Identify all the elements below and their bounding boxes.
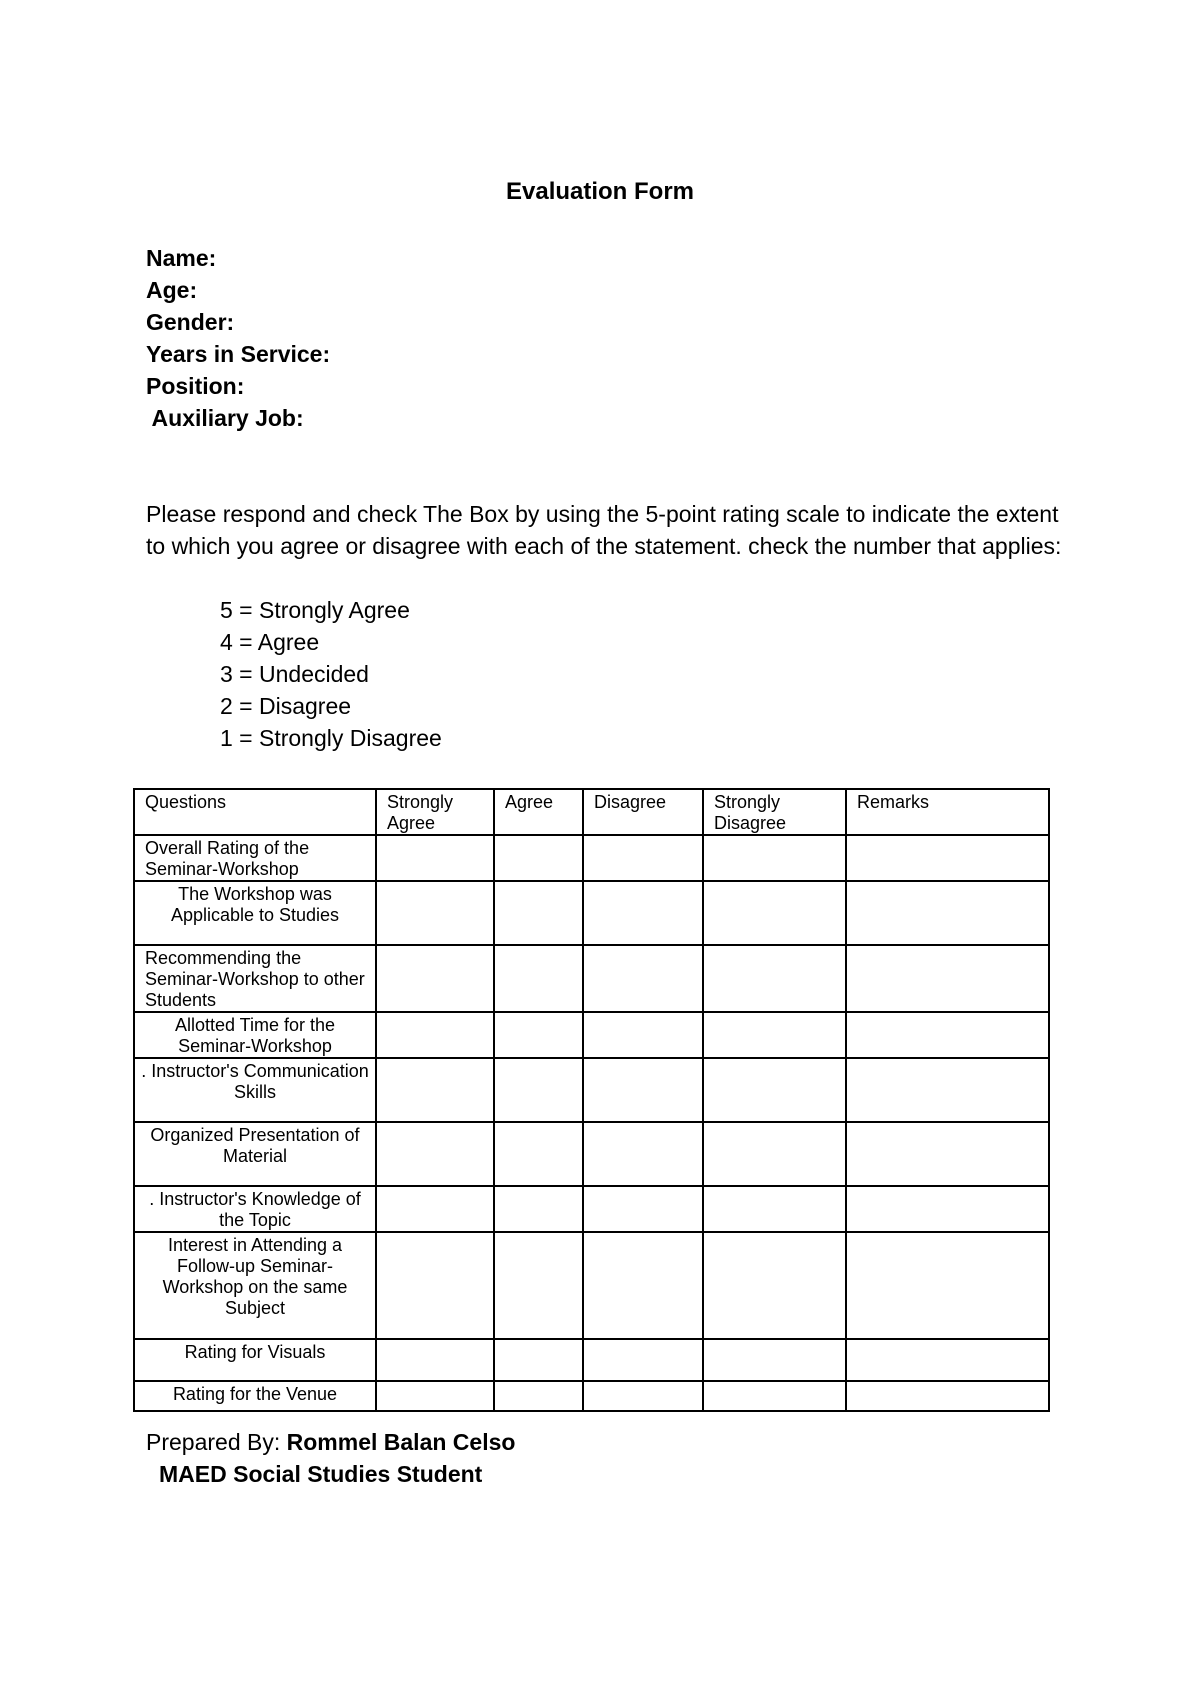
auxiliary-job-field-label: Auxiliary Job: bbox=[146, 405, 304, 431]
info-fields bbox=[146, 242, 330, 434]
question-cell: Rating for Visuals bbox=[134, 1339, 376, 1381]
question-cell: Recommending the Seminar-Workshop to other Students bbox=[134, 945, 376, 1012]
rating-cell[interactable] bbox=[376, 881, 494, 945]
age-field-label: Age: bbox=[146, 277, 198, 303]
rating-cell[interactable] bbox=[376, 945, 494, 1012]
rating-cell[interactable] bbox=[376, 1186, 494, 1232]
rating-cell[interactable] bbox=[376, 1058, 494, 1122]
rating-cell[interactable] bbox=[703, 881, 846, 945]
rating-cell[interactable] bbox=[583, 881, 703, 945]
rating-cell[interactable] bbox=[703, 835, 846, 881]
table-row bbox=[134, 1012, 1049, 1058]
header-questions: Questions bbox=[134, 789, 376, 835]
rating-cell[interactable] bbox=[494, 1232, 583, 1339]
rating-cell[interactable] bbox=[376, 1381, 494, 1411]
instructions-paragraph: Please respond and check The Box by using the 5-point rating scale to indicate the extent to which you agree or disagree with each of the statement. check the number that applies: bbox=[146, 501, 1062, 559]
scale-item: 5 = Strongly Agree bbox=[220, 597, 410, 623]
position-field-label: Position: bbox=[146, 373, 245, 399]
gender-field-label: Gender: bbox=[146, 309, 235, 335]
remarks-cell[interactable] bbox=[846, 881, 1049, 945]
question-cell: Interest in Attending a Follow-up Seminar-Workshop on the same Subject bbox=[134, 1232, 376, 1339]
table-row bbox=[134, 835, 1049, 881]
rating-cell[interactable] bbox=[583, 835, 703, 881]
rating-cell[interactable] bbox=[583, 1232, 703, 1339]
table-row bbox=[134, 1381, 1049, 1411]
remarks-cell[interactable] bbox=[846, 1012, 1049, 1058]
rating-cell[interactable] bbox=[376, 1012, 494, 1058]
question-cell: . Instructor's Communication Skills bbox=[134, 1058, 376, 1122]
header-strongly-agree: Strongly Agree bbox=[376, 789, 494, 835]
remarks-cell[interactable] bbox=[846, 945, 1049, 1012]
question-cell: Organized Presentation of Material bbox=[134, 1122, 376, 1186]
prepared-by-label: Prepared By: bbox=[146, 1429, 287, 1455]
question-cell: . Instructor's Knowledge of the Topic bbox=[134, 1186, 376, 1232]
table-row bbox=[134, 1058, 1049, 1122]
rating-cell[interactable] bbox=[703, 1012, 846, 1058]
rating-cell[interactable] bbox=[494, 1058, 583, 1122]
rating-cell[interactable] bbox=[494, 1012, 583, 1058]
name-field-label: Name: bbox=[146, 245, 217, 271]
rating-cell[interactable] bbox=[376, 1122, 494, 1186]
header-strongly-disagree: Strongly Disagree bbox=[703, 789, 846, 835]
rating-cell[interactable] bbox=[583, 1381, 703, 1411]
header-agree: Agree bbox=[494, 789, 583, 835]
question-cell: Allotted Time for the Seminar-Workshop bbox=[134, 1012, 376, 1058]
scale-item: 1 = Strongly Disagree bbox=[220, 725, 442, 751]
rating-scale-legend bbox=[220, 594, 442, 754]
rating-cell[interactable] bbox=[494, 1122, 583, 1186]
remarks-cell[interactable] bbox=[846, 1186, 1049, 1232]
rating-cell[interactable] bbox=[703, 1122, 846, 1186]
remarks-cell[interactable] bbox=[846, 1339, 1049, 1381]
rating-cell[interactable] bbox=[703, 1381, 846, 1411]
question-cell: Overall Rating of the Seminar-Workshop bbox=[134, 835, 376, 881]
scale-item: 3 = Undecided bbox=[220, 661, 369, 687]
scale-item: 2 = Disagree bbox=[220, 693, 352, 719]
page-title: Evaluation Form bbox=[505, 178, 695, 205]
rating-cell[interactable] bbox=[376, 1339, 494, 1381]
table-row bbox=[134, 881, 1049, 945]
rating-cell[interactable] bbox=[583, 1339, 703, 1381]
remarks-cell[interactable] bbox=[846, 1122, 1049, 1186]
rating-cell[interactable] bbox=[494, 945, 583, 1012]
evaluation-table bbox=[133, 788, 1050, 1412]
rating-cell[interactable] bbox=[494, 1381, 583, 1411]
rating-cell[interactable] bbox=[703, 1058, 846, 1122]
table-row bbox=[134, 1339, 1049, 1381]
rating-cell[interactable] bbox=[703, 1232, 846, 1339]
rating-cell[interactable] bbox=[583, 945, 703, 1012]
rating-cell[interactable] bbox=[494, 1339, 583, 1381]
rating-cell[interactable] bbox=[583, 1012, 703, 1058]
rating-cell[interactable] bbox=[583, 1186, 703, 1232]
rating-cell[interactable] bbox=[583, 1122, 703, 1186]
rating-cell[interactable] bbox=[494, 835, 583, 881]
prepared-by bbox=[146, 1426, 515, 1458]
table-row bbox=[134, 1122, 1049, 1186]
rating-cell[interactable] bbox=[494, 1186, 583, 1232]
table-row bbox=[134, 1186, 1049, 1232]
rating-cell[interactable] bbox=[376, 1232, 494, 1339]
rating-cell[interactable] bbox=[703, 1186, 846, 1232]
remarks-cell[interactable] bbox=[846, 1381, 1049, 1411]
remarks-cell[interactable] bbox=[846, 1232, 1049, 1339]
table-row bbox=[134, 1232, 1049, 1339]
remarks-cell[interactable] bbox=[846, 835, 1049, 881]
rating-cell[interactable] bbox=[494, 881, 583, 945]
rating-cell[interactable] bbox=[583, 1058, 703, 1122]
preparer-role: MAED Social Studies Student bbox=[159, 1461, 483, 1487]
table-row bbox=[134, 945, 1049, 1012]
remarks-cell[interactable] bbox=[846, 1058, 1049, 1122]
question-cell: The Workshop was Applicable to Studies bbox=[134, 881, 376, 945]
question-cell: Rating for the Venue bbox=[134, 1381, 376, 1411]
rating-cell[interactable] bbox=[376, 835, 494, 881]
table-header-row bbox=[134, 789, 1049, 835]
years-in-service-field-label: Years in Service: bbox=[146, 341, 331, 367]
rating-cell[interactable] bbox=[703, 945, 846, 1012]
preparer-name: Rommel Balan Celso bbox=[286, 1429, 516, 1455]
header-remarks: Remarks bbox=[846, 789, 1049, 835]
rating-cell[interactable] bbox=[703, 1339, 846, 1381]
scale-item: 4 = Agree bbox=[220, 629, 320, 655]
header-disagree: Disagree bbox=[583, 789, 703, 835]
